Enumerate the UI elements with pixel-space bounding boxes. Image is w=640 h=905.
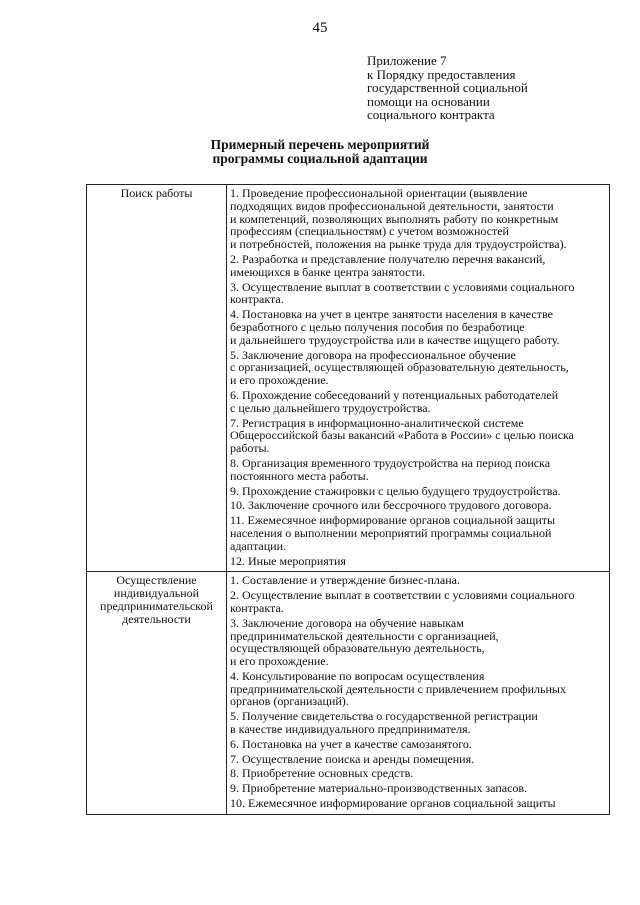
list-item: 1. Составление и утверждение бизнес-плана.: [230, 573, 460, 588]
appendix-line: государственной социальной: [367, 80, 528, 95]
list-item: 2. Разработка и представление получателю перечня вакансий, имеющихся в банке центра занятости.: [230, 251, 546, 279]
appendix-line: помощи на основании: [367, 93, 490, 109]
appendix-line: к Порядку предоставления: [367, 66, 516, 82]
list-item: 12. Иные мероприятия: [230, 553, 346, 568]
list-item: 6. Постановка на учет в качестве самозанятого.: [230, 736, 472, 751]
section-name: Поиск работы: [87, 185, 227, 572]
section-items: [227, 572, 610, 815]
list-item: 4. Консультирование по вопросам осуществления предпринимательской деятельности с привлечением профильных органов (организаций).: [230, 668, 566, 709]
appendix-header: [367, 54, 617, 122]
list-item: 7. Регистрация в информационно-аналитической системе Общероссийской базы вакансий «Работа в России» с целью поиска работы.: [230, 415, 574, 456]
document-title: [0, 138, 640, 165]
list-item: 5. Получение свидетельства о государственной регистрации в качестве индивидуального предпринимателя.: [230, 709, 538, 737]
signature-strip: [0, 888, 640, 905]
page-number: 45: [312, 20, 328, 36]
list-item: 10. Заключение срочного или бессрочного трудового договора.: [230, 498, 552, 513]
list-item: 9. Прохождение стажировки с целью будущего трудоустройства.: [230, 483, 561, 498]
table-row: [87, 185, 610, 572]
list-item: 8. Организация временного трудоустройства на период поиска постоянного места работы.: [230, 455, 551, 483]
list-item: 9. Приобретение материально-производственных запасов.: [230, 781, 528, 796]
list-item: 1. Проведение профессиональной ориентации (выявление подходящих видов профессиональной деятельности, занятости и компетенций, позволяющих выполнять работу по конкретным профессиям (специальностям) с учетом возможностей и потребностей, положения на рынке труда для трудоустройства).: [230, 186, 567, 252]
list-item: 3. Осуществление выплат в соответствии с условиями социального контракта.: [230, 279, 575, 307]
title-line: Примерный перечень мероприятий: [210, 137, 430, 152]
list-item: 10. Ежемесячное информирование органов социальной защиты: [230, 796, 556, 811]
list-item: 5. Заключение договора на профессиональное обучение с организацией, осуществляющей образовательную деятельность, и его прохождение.: [230, 347, 569, 388]
list-item: 7. Осуществление поиска и аренды помещения.: [230, 751, 475, 766]
list-item: 3. Заключение договора на обучение навыкам предпринимательской деятельности с организацией, осуществляющей образовательную деятельность, и его прохождение.: [230, 615, 499, 669]
list-item: 6. Прохождение собеседований у потенциальных работодателей с целью дальнейшего трудоустройства.: [230, 387, 559, 415]
appendix-line: Приложение 7: [367, 53, 447, 68]
list-item: 8. Приобретение основных средств.: [230, 766, 414, 781]
section-name: Осуществление индивидуальной предпринимательской деятельности: [87, 572, 227, 815]
program-table: [86, 184, 610, 815]
table-row: [87, 572, 610, 815]
section-items: [227, 185, 610, 572]
list-item: 2. Осуществление выплат в соответствии с условиями социального контракта.: [230, 588, 575, 615]
list-item: 4. Постановка на учет в центре занятости населения в качестве безработного с целью получения пособия по безработице и дальнейшего трудоустройства или в качестве ищущего работу.: [230, 307, 560, 347]
list-item: 11. Ежемесячное информирование органов социальной защиты населения о выполнении мероприятий программы социальной адаптации.: [230, 513, 556, 553]
appendix-line: социального контракта: [367, 107, 495, 122]
title-line: программы социальной адаптации: [212, 150, 428, 166]
